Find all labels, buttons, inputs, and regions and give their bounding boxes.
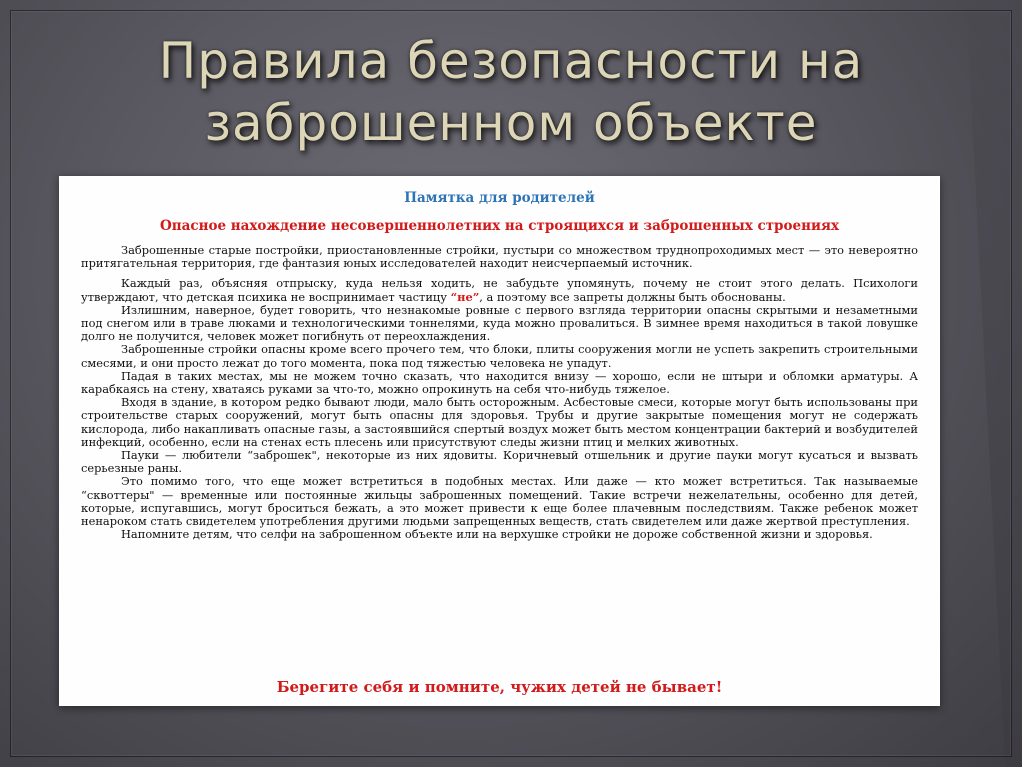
memo-paragraph-4: Заброшенные стройки опасны кроме всего прочего тем, что блоки, плиты сооружения могли не успеть закрепить строительными смесями, и они просто лежат до того момента, пока под тяжестью человека не упадут. [81, 342, 918, 370]
memo-paragraph-2-text: Каждый раз, объясняя отпрыску, куда нельзя ходить, не забудьте упомянуть, почему не стоит этого делать. Психологи утверждают, что детская психика не воспринимает частицу [81, 276, 918, 304]
memo-paragraph-2 [81, 277, 918, 303]
slide-title-line-1: Правила безопасности на [158, 32, 864, 90]
memo-body [81, 244, 918, 541]
memo-paragraph-2-tail: , а поэтому все запреты должны быть обоснованы. [479, 289, 786, 304]
memo-paragraph-3: Излишним, наверное, будет говорить, что незнакомые ровные с первого взгляда территории опасны скрытыми и незаметными под снегом или в траве люками и технологическими тоннелями, куда можно провалиться. В зимнее время находиться в такой ловушке долго не получится, человек может погибнуть от переохлаждения. [81, 302, 918, 344]
memo-paragraph-7: Пауки — любители “заброшек", некоторые из них ядовиты. Коричневый отшельник и другие пауки могут кусаться и вызвать серьезные раны. [81, 448, 918, 476]
memo-heading: Памятка для родителей [404, 190, 595, 206]
memo-paragraph-5: Падая в таких местах, мы не можем точно сказать, что находится внизу — хорошо, если не штыри и обломки арматуры. А карабкаясь на стену, хватаясь руками за что-то, можно опрокинуть на себя что-нибудь тяжелое. [81, 368, 918, 397]
memo-paragraph-1: Заброшенные старые постройки, приостановленные стройки, пустыри со множеством труднопроходимых мест — это невероятно притягательная территория, где фантазия юных исследователей находит неисчерпаемый источник. [81, 243, 918, 271]
memo-image [59, 176, 940, 706]
memo-paragraph-9: Напомните детям, что селфи на заброшенном объекте или на верхушке стройки не дороже собственной жизни и здоровья. [121, 527, 873, 542]
memo-highlight-ne: “не” [450, 289, 480, 304]
memo-paragraph-6: Входя в здание, в котором редко бывают люди, мало быть осторожным. Асбестовые смеси, которые могут быть использованы при строительстве старых сооружений, могут быть опасны для здоровья. Трубы и другие закрытые помещения могут не содержать кислорода, либо накапливать опасные газы, а застоявшийся спертый воздух может быть местом концентрации бактерий и возбудителей инфекций, особенно, если на стенах есть плесень или присутствуют следы жизни птиц и мелких животных. [81, 395, 918, 449]
memo-paragraph-8: Это помимо того, что еще может встретиться в подобных местах. Или даже — кто может встретиться. Так называемые “сквоттеры" — временные или постоянные жильцы заброшенных помещений. Такие встречи нежелательны, особенно для детей, которые, испугавшись, могут броситься бежать, а это может привести к еще более плачевным последствиям. Также ребенок может ненароком стать свидетелем употребления другими людьми запрещенных веществ, стать свидетелем или даже жертвой преступления. [81, 474, 918, 529]
slide-title-line-2: заброшенном объекте [204, 94, 818, 152]
memo-footer: Берегите себя и помните, чужих детей не бывает! [276, 678, 723, 696]
slide-title [0, 30, 1022, 154]
memo-subheading: Опасное нахождение несовершеннолетних на строящихся и заброшенных строениях [159, 218, 840, 234]
